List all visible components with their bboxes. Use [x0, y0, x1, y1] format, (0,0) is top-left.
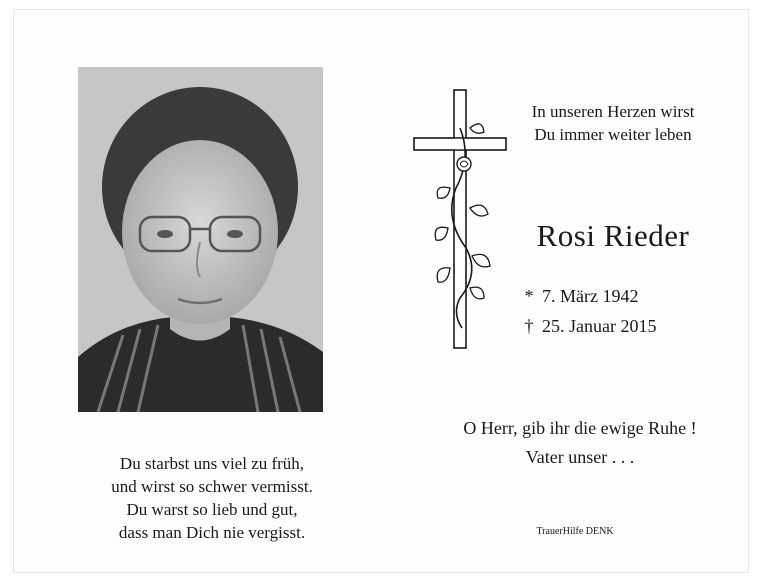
prayer-line: O Herr, gib ihr die ewige Ruhe ! [463, 418, 697, 438]
birth-star-icon: * [524, 286, 534, 306]
motto-line: Du immer weiter leben [534, 125, 692, 144]
cross-with-rose-vine-icon [410, 88, 510, 352]
death-dagger-icon: † [524, 316, 534, 336]
portrait-photo [78, 67, 323, 412]
prayer-block [420, 414, 740, 472]
publisher-credit: TrauerHilfe DENK [536, 526, 614, 537]
death-row [520, 311, 720, 341]
life-dates [520, 281, 720, 341]
prayer-line: Vater unser . . . [525, 447, 635, 467]
motto-block [500, 100, 726, 146]
deceased-name: Rosi Rieder [536, 218, 690, 253]
poem-block [52, 452, 372, 544]
death-date: 25. Januar 2015 [542, 316, 657, 336]
motto-line: In unseren Herzen wirst [531, 102, 695, 121]
poem-line: Du starbst uns viel zu früh, [119, 454, 305, 473]
poem-line: dass man Dich nie vergisst. [118, 523, 306, 542]
birth-row [520, 281, 720, 311]
birth-date: 7. März 1942 [542, 286, 639, 306]
poem-line: und wirst so schwer vermisst. [111, 477, 313, 496]
poem-line: Du warst so lieb und gut, [126, 500, 298, 519]
